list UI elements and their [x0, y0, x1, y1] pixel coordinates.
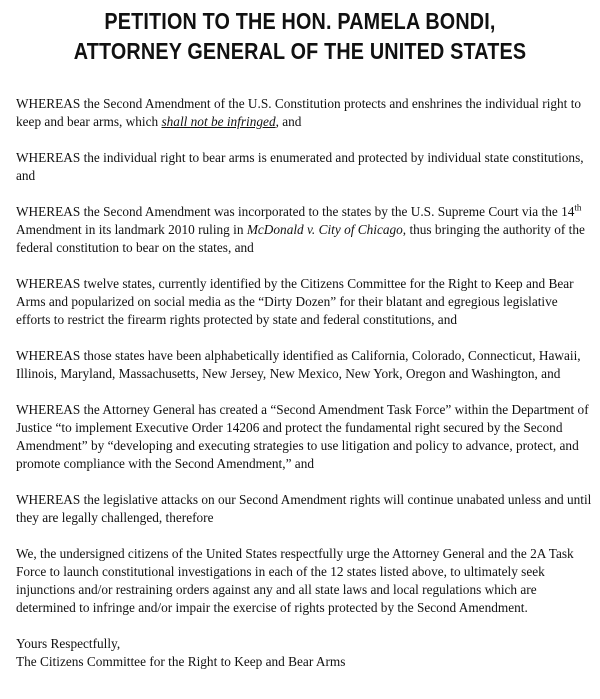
- petition-body: [16, 95, 594, 671]
- p1-text-b: , and: [275, 114, 302, 129]
- p3-text-c: , thus bringing the authority of the federal constitution to bear on the states, and: [16, 222, 585, 255]
- whereas-paragraph-1: [16, 95, 594, 131]
- whereas-paragraph-5: WHEREAS those states have been alphabetically identified as California, Colorado, Connecticut, Hawaii, Illinois, Maryland, Massachusetts, New Jersey, New Mexico, New York, Oregon and Washington, and: [16, 348, 581, 381]
- closing-signatory: The Citizens Committee for the Right to Keep and Bear Arms: [16, 654, 346, 669]
- whereas-paragraph-4: WHEREAS twelve states, currently identified by the Citizens Committee for the Right to Keep and Bear Arms and popularized on social media as the “Dirty Dozen” for their blatant and egregious legislative efforts to restrict the firearm rights protected by state and federal constitutions, and: [16, 276, 574, 327]
- p3-text-a: WHEREAS the Second Amendment was incorporated to the states by the U.S. Supreme Court via the 14: [16, 204, 575, 219]
- closing-salutation: Yours Respectfully,: [16, 636, 121, 651]
- p3-superscript: th: [574, 202, 582, 213]
- whereas-paragraph-3: [16, 203, 594, 257]
- petition-title-line-2: ATTORNEY GENERAL OF THE UNITED STATES: [73, 38, 527, 64]
- p1-text-a: WHEREAS the Second Amendment of the U.S. Constitution protects and enshrines the individual right to keep and bear arms, which: [16, 96, 582, 129]
- closing-block: [16, 635, 594, 671]
- p3-case-name: McDonald v. City of Chicago: [246, 222, 403, 237]
- whereas-paragraph-2: WHEREAS the individual right to bear arms is enumerated and protected by individual state constitutions, and: [16, 150, 584, 183]
- whereas-paragraph-6: WHEREAS the Attorney General has created a “Second Amendment Task Force” within the Department of Justice “to implement Executive Order 14206 and protect the fundamental right secured by the Second Amendment” by “developing and executing strategies to use litigation and policy to advance, protect, and promote compliance with the Second Amendment,” and: [16, 402, 589, 471]
- p1-emphasis: shall not be infringed: [161, 114, 276, 129]
- petition-title-line-1: PETITION TO THE HON. PAMELA BONDI,: [104, 8, 496, 34]
- petition-request-paragraph: We, the undersigned citizens of the United States respectfully urge the Attorney General and the 2A Task Force to launch constitutional investigations in each of the 12 states listed above, to ultimately seek injunctions and/or restraining orders against any and all state laws and local regulations which are determined to infringe and/or impair the exercise of rights protected by the Second Amendment.: [16, 546, 574, 615]
- p3-text-b: Amendment in its landmark 2010 ruling in: [16, 222, 247, 237]
- whereas-paragraph-7: WHEREAS the legislative attacks on our Second Amendment rights will continue unabated unless and until they are legally challenged, therefore: [16, 492, 592, 525]
